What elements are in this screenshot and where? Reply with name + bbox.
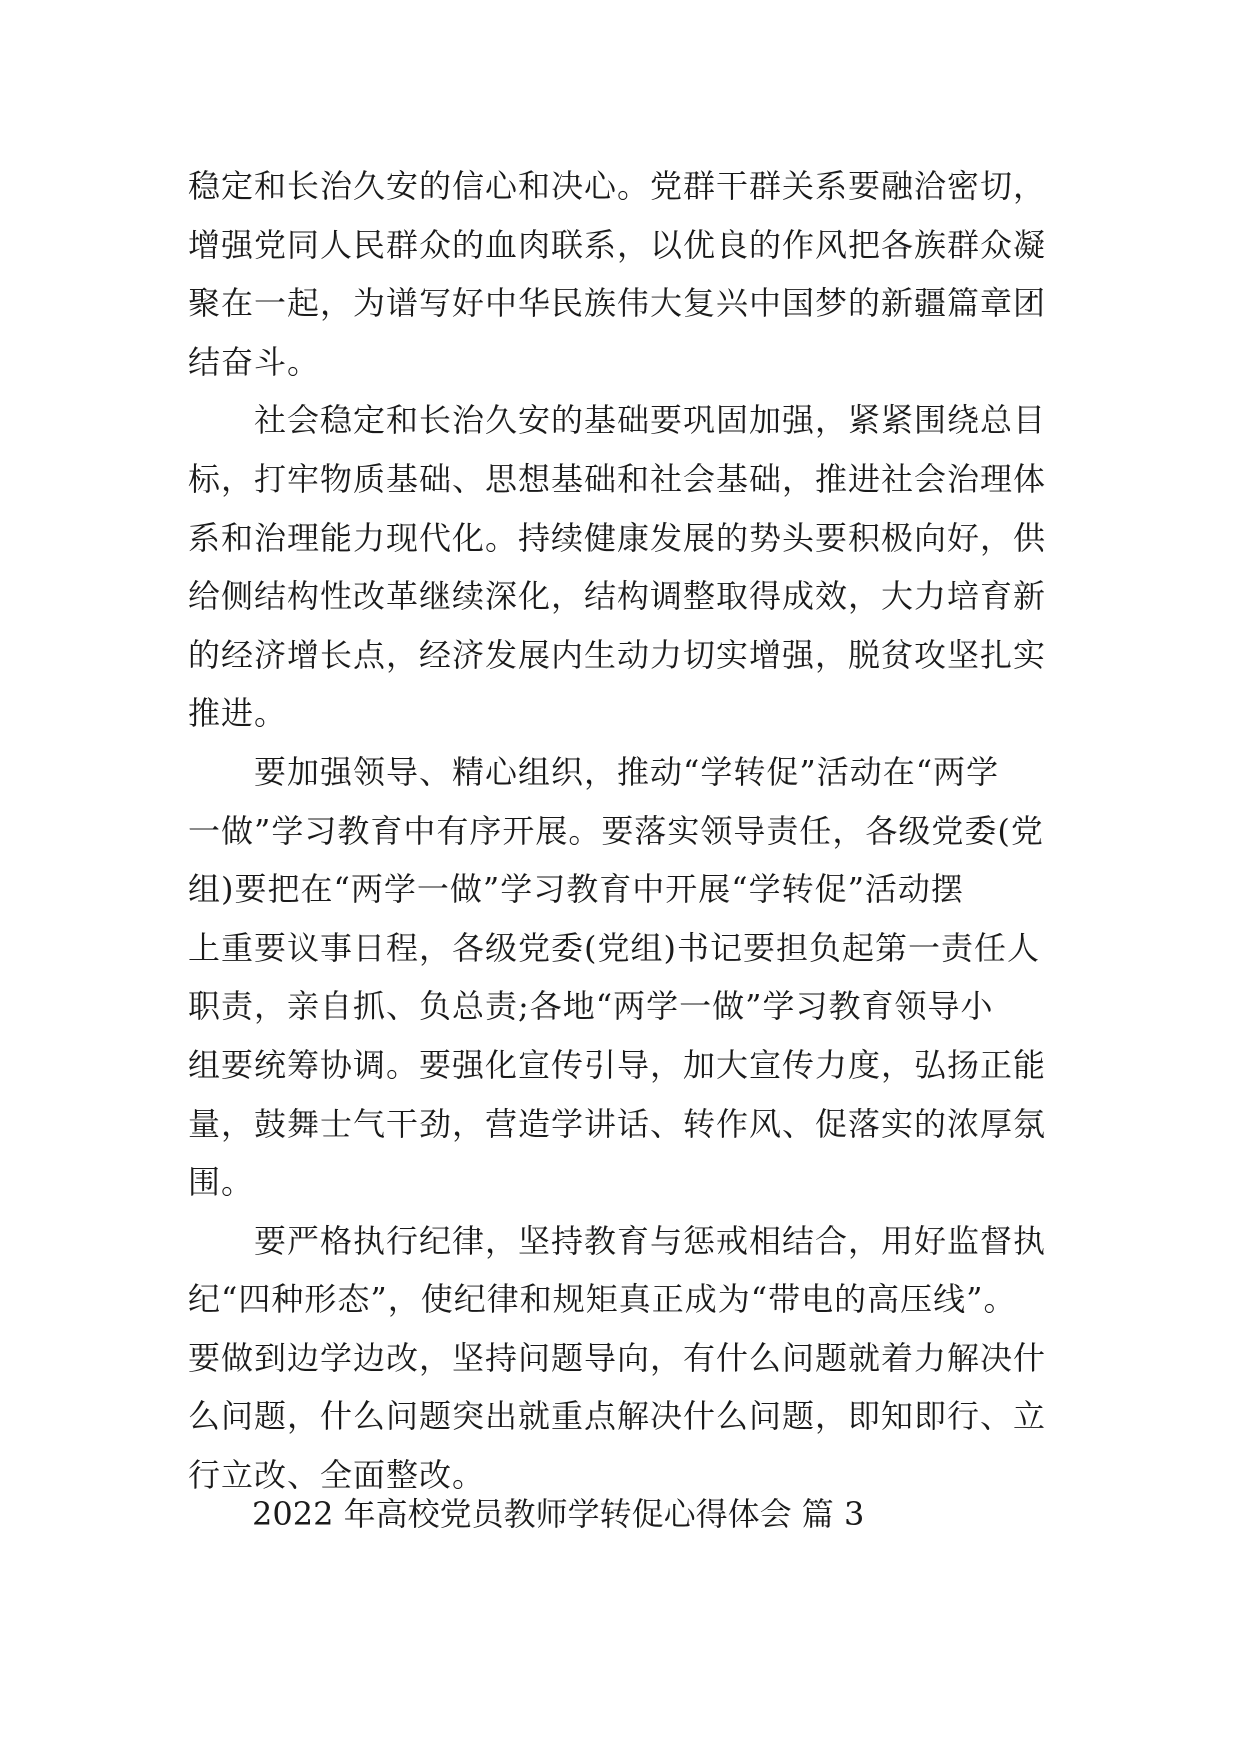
text-line: 行立改、全面整改。 — [188, 1456, 486, 1495]
text-line: 要做到边学边改，坚持问题导向，有什么问题就着力解决什 — [188, 1338, 1047, 1377]
text-line: 的经济增长点，经济发展内生动力切实增强，脱贫攻坚扎实 — [188, 635, 1047, 674]
text-line: 组要统筹协调。要强化宣传引导，加大宣传力度，弘扬正能 — [188, 1045, 1047, 1084]
text-line: 量，鼓舞士气干劲，营造学讲话、转作风、促落实的浓厚氛 — [188, 1104, 1047, 1143]
text-line: 社会稳定和长治久安的基础要巩固加强，紧紧围绕总目 — [188, 401, 1047, 440]
text-line: 系和治理能力现代化。持续健康发展的势头要积极向好，供 — [188, 518, 1047, 557]
text-line: 稳定和长治久安的信心和决心。党群干群关系要融洽密切， — [188, 167, 1047, 205]
text-line: 增强党同人民群众的血肉联系，以优良的作风把各族群众凝 — [188, 225, 1047, 264]
text-line: 一做”学习教育中有序开展。要落实领导责任，各级党委(党 — [188, 811, 1044, 850]
text-line: 要加强领导、精心组织，推动“学转促”活动在“两学 — [188, 752, 1000, 791]
text-line: 围。 — [188, 1163, 255, 1202]
text-line: 职责，亲自抓、负总责;各地“两学一做”学习教育领导小 — [188, 987, 994, 1026]
text-line: 纪“四种形态”，使纪律和规矩真正成为“带电的高压线”。 — [188, 1280, 1017, 1319]
text-line: 给侧结构性改革继续深化，结构调整取得成效，大力培育新 — [188, 577, 1047, 616]
text-line: 推进。 — [188, 694, 288, 733]
text-line: 结奋斗。 — [188, 342, 321, 381]
body-text — [188, 157, 1052, 1505]
text-line: 组)要把在“两学一做”学习教育中开展“学转促”活动摆 — [188, 870, 964, 909]
section-title: 2022 年高校党员教师学转促心得体会 篇 3 — [252, 1495, 865, 1533]
text-line: 要严格执行纪律，坚持教育与惩戒相结合，用好监督执 — [188, 1221, 1047, 1260]
text-line: 上重要议事日程，各级党委(党组)书记要担负起第一责任人 — [188, 928, 1040, 967]
text-line: 标，打牢物质基础、思想基础和社会基础，推进社会治理体 — [188, 459, 1047, 498]
text-line: 么问题，什么问题突出就重点解决什么问题，即知即行、立 — [188, 1397, 1047, 1436]
text-line: 聚在一起，为谱写好中华民族伟大复兴中国梦的新疆篇章团 — [188, 284, 1047, 323]
